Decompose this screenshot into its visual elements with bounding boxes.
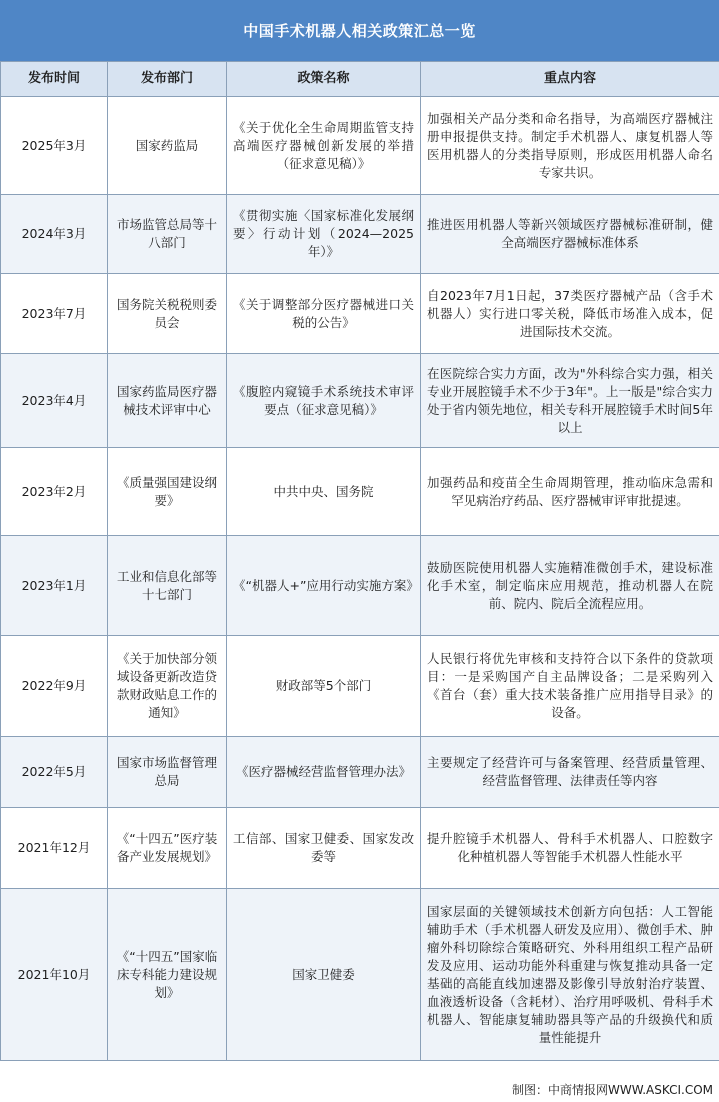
- cell-dept: 《“十四五”国家临床专科能力建设规划》: [108, 889, 227, 1061]
- cell-dept: 国家药监局: [108, 97, 227, 195]
- cell-date: 2023年1月: [1, 536, 108, 636]
- cell-policy-name: 《“机器人+”应用行动实施方案》: [227, 536, 421, 636]
- cell-date: 2021年12月: [1, 808, 108, 889]
- cell-dept: 《质量强国建设纲要》: [108, 448, 227, 536]
- table-row: [1, 274, 719, 354]
- table-row: [1, 195, 719, 274]
- cell-key-content: 加强相关产品分类和命名指导，为高端医疗器械注册申报提供支持。制定手术机器人、康复机器人等医用机器人的分类指导原则，形成医用机器人命名专家共识。: [421, 97, 719, 195]
- cell-policy-name: 《腹腔内窥镜手术系统技术审评要点（征求意见稿）》: [227, 354, 421, 448]
- cell-key-content: 推进医用机器人等新兴领域医疗器械标准研制，健全高端医疗器械标准体系: [421, 195, 719, 274]
- cell-policy-name: 《贯彻实施〈国家标准化发展纲要〉行动计划（2024—2025年）》: [227, 195, 421, 274]
- cell-dept: 国务院关税税则委员会: [108, 274, 227, 354]
- cell-key-content: 鼓励医院使用机器人实施精准微创手术，建设标准化手术室，制定临床应用规范，推动机器人在院前、院内、院后全流程应用。: [421, 536, 719, 636]
- cell-policy-name: 工信部、国家卫健委、国家发改委等: [227, 808, 421, 889]
- cell-policy-name: 财政部等5个部门: [227, 636, 421, 737]
- cell-date: 2024年3月: [1, 195, 108, 274]
- cell-key-content: 加强药品和疫苗全生命周期管理，推动临床急需和罕见病治疗药品、医疗器械审评审批提速。: [421, 448, 719, 536]
- cell-date: 2023年2月: [1, 448, 108, 536]
- cell-date: 2021年10月: [1, 889, 108, 1061]
- header-dept: 发布部门: [108, 62, 227, 97]
- cell-date: 2022年9月: [1, 636, 108, 737]
- cell-dept: 市场监管总局等十八部门: [108, 195, 227, 274]
- cell-policy-name: 《关于优化全生命周期监管支持高端医疗器械创新发展的举措（征求意见稿）》: [227, 97, 421, 195]
- table-row: [1, 808, 719, 889]
- cell-key-content: 在医院综合实力方面，改为"外科综合实力强，相关专业开展腔镜手术不少于3年"。上一版是"综合实力处于省内领先地位，相关专科开展腔镜手术时间5年以上: [421, 354, 719, 448]
- table-row: [1, 448, 719, 536]
- source-footer: 制图：中商情报网WWW.ASKCI.COM: [512, 1083, 713, 1097]
- cell-key-content: 主要规定了经营许可与备案管理、经营质量管理、经营监督管理、法律责任等内容: [421, 737, 719, 808]
- cell-date: 2023年4月: [1, 354, 108, 448]
- cell-policy-name: 中共中央、国务院: [227, 448, 421, 536]
- table-row: [1, 636, 719, 737]
- cell-key-content: 自2023年7月1日起，37类医疗器械产品（含手术机器人）实行进口零关税，降低市场准入成本，促进国际技术交流。: [421, 274, 719, 354]
- cell-policy-name: 《关于调整部分医疗器械进口关税的公告》: [227, 274, 421, 354]
- cell-dept: 《关于加快部分领域设备更新改造贷款财政贴息工作的通知》: [108, 636, 227, 737]
- header-row: [1, 62, 719, 97]
- cell-date: 2023年7月: [1, 274, 108, 354]
- cell-date: 2025年3月: [1, 97, 108, 195]
- cell-date: 2022年5月: [1, 737, 108, 808]
- cell-policy-name: 《医疗器械经营监督管理办法》: [227, 737, 421, 808]
- table-row: [1, 97, 719, 195]
- table-row: [1, 889, 719, 1061]
- cell-dept: 《“十四五”医疗装备产业发展规划》: [108, 808, 227, 889]
- cell-key-content: 人民银行将优先审核和支持符合以下条件的贷款项目：一是采购国产自主品牌设备；二是采购列入《首台（套）重大技术装备推广应用指导目录》的设备。: [421, 636, 719, 737]
- table-row: [1, 737, 719, 808]
- header-policy-name: 政策名称: [227, 62, 421, 97]
- table-row: [1, 354, 719, 448]
- header-date: 发布时间: [1, 62, 108, 97]
- header-key-content: 重点内容: [421, 62, 719, 97]
- cell-key-content: 提升腔镜手术机器人、骨科手术机器人、口腔数字化种植机器人等智能手术机器人性能水平: [421, 808, 719, 889]
- cell-key-content: 国家层面的关键领域技术创新方向包括：人工智能辅助手术（手术机器人研发及应用）、微创手术、肿瘤外科切除综合策略研究、外科用组织工程产品研发及应用、运动功能外科重建与恢复推动具备一定基础的高能直线加速器及影像引导放射治疗装置、血液透析设备（含耗材）、治疗用呼吸机、骨科手术机器人、智能康复辅助器具等产品的升级换代和质量性能提升: [421, 889, 719, 1061]
- cell-dept: 国家市场监督管理总局: [108, 737, 227, 808]
- cell-dept: 工业和信息化部等十七部门: [108, 536, 227, 636]
- cell-policy-name: 国家卫健委: [227, 889, 421, 1061]
- table-title: 中国手术机器人相关政策汇总一览: [0, 0, 719, 61]
- policy-table: [0, 61, 719, 1061]
- table-row: [1, 536, 719, 636]
- cell-dept: 国家药监局医疗器械技术评审中心: [108, 354, 227, 448]
